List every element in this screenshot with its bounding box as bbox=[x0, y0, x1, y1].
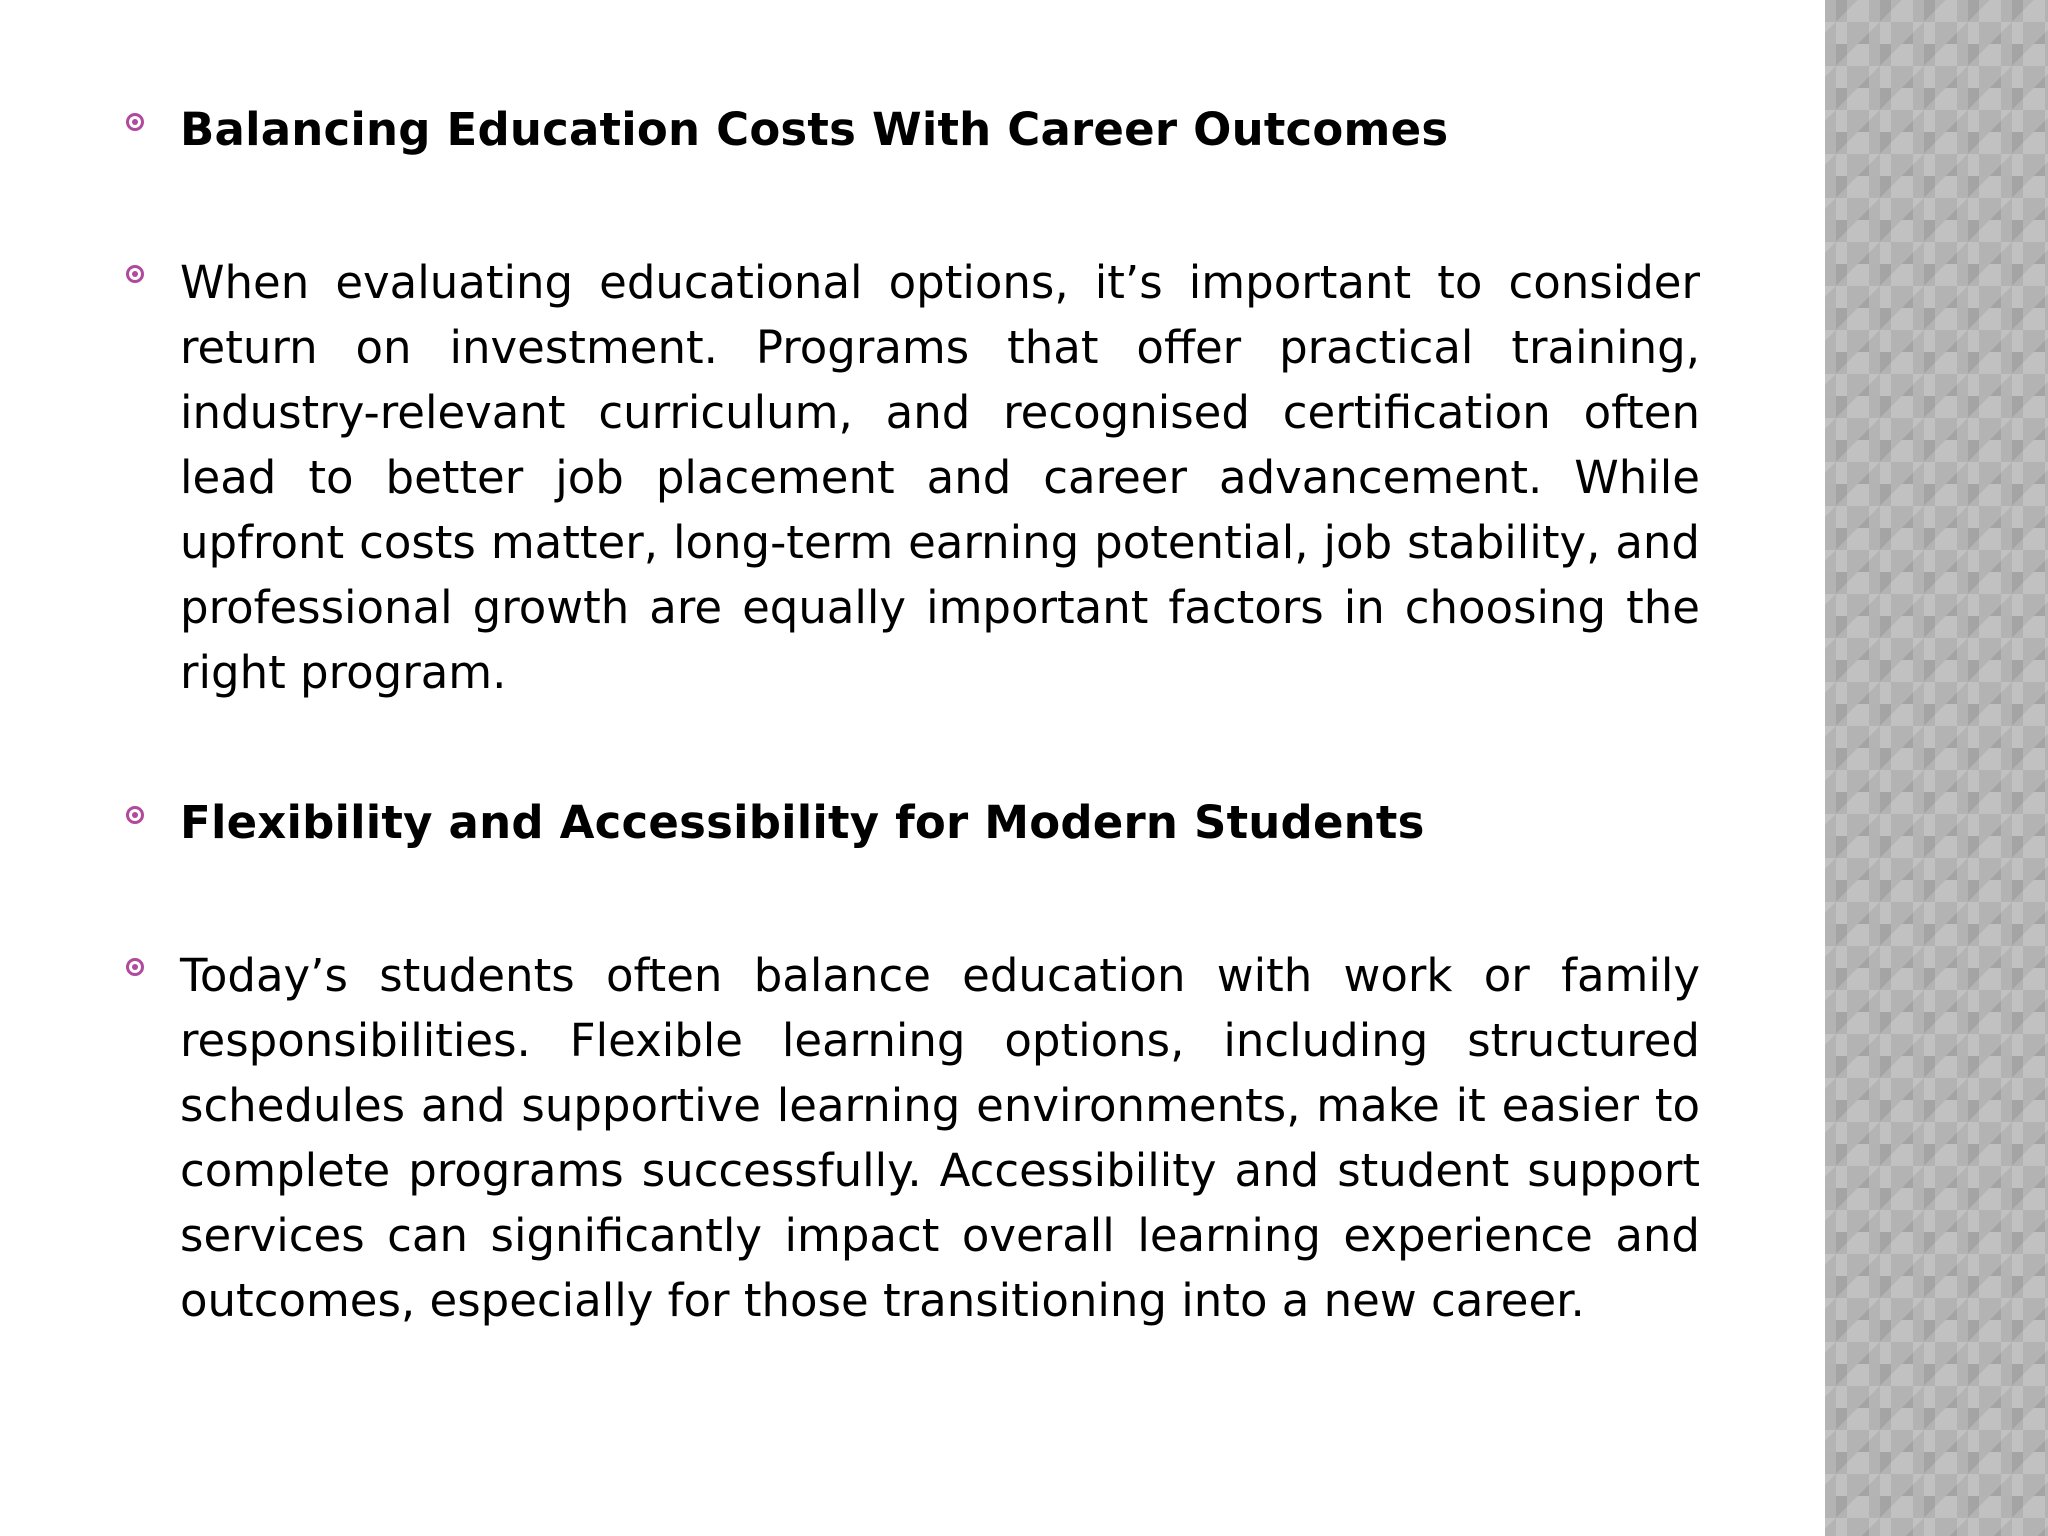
section-heading: Balancing Education Costs With Career Outcomes bbox=[180, 103, 1449, 156]
bullet-icon bbox=[126, 113, 144, 131]
bullet-item-flexibility-heading bbox=[120, 791, 1700, 855]
body-paragraph: When evaluating educational options, it’s important to consider return on investment. Programs that offer practical training, industry-relevant curriculum, and recognised certification often lead to better job placement and career advancement. While upfront costs matter, long-term earning potential, job stability, and professional growth are equally important factors in choosing the right program. bbox=[180, 256, 1700, 699]
slide-content bbox=[120, 98, 1700, 1419]
bullet-item-costs-heading bbox=[120, 98, 1700, 162]
bullet-icon bbox=[126, 806, 144, 824]
section-heading: Flexibility and Accessibility for Modern Students bbox=[180, 796, 1425, 849]
decorative-side-panel bbox=[1825, 0, 2048, 1536]
bullet-item-costs-paragraph bbox=[120, 250, 1700, 705]
body-paragraph: Today’s students often balance education with work or family responsibilities. Flexible learning options, including structured schedules and supportive learning environments, make it easier to complete programs successfully. Accessibility and student support services can significantly impact overall learning experience and outcomes, especially for those transitioning into a new career. bbox=[180, 949, 1700, 1327]
bullet-icon bbox=[126, 265, 144, 283]
bullet-item-flexibility-paragraph bbox=[120, 943, 1700, 1333]
bullet-icon bbox=[126, 958, 144, 976]
